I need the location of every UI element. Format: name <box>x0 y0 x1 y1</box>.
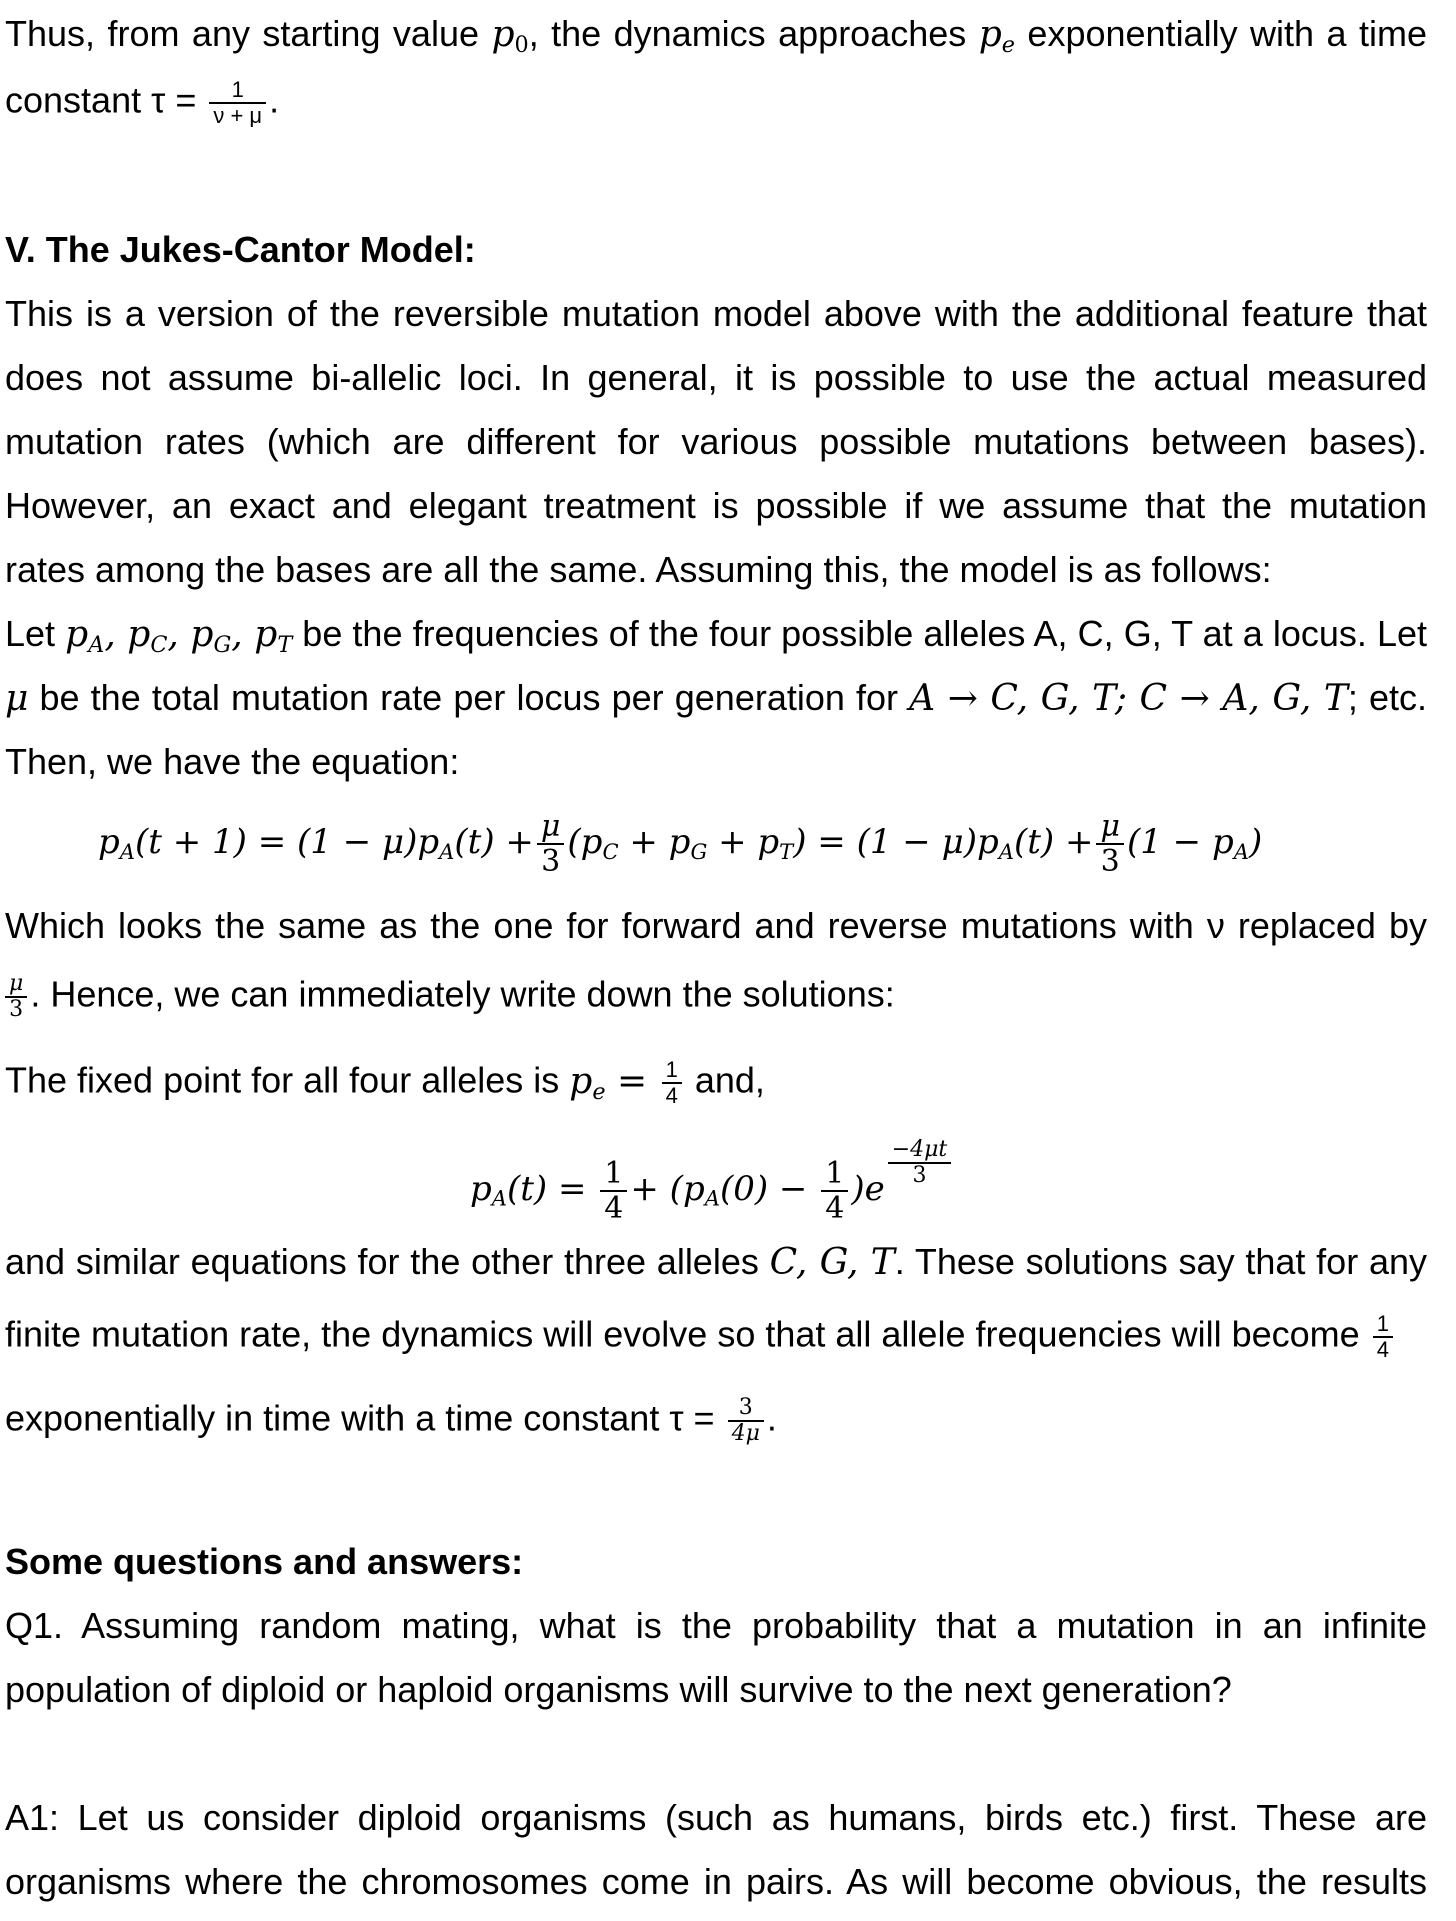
alleles-symbols: C, G, T <box>769 1242 895 1283</box>
p-e-symbol: $p_e$ <box>978 14 1015 59</box>
paragraph-line: does not assume bi-allelic loci. In general, it is possible to use the actual measured <box>5 357 1427 398</box>
text: exponentially in time with a time constant τ = <box>5 1397 725 1439</box>
paragraph-line <box>5 972 1427 1022</box>
paragraph-line: mutation rates (which are different for various possible mutations between bases). <box>5 421 1427 462</box>
answer-line: organisms where the chromosomes come in pairs. As will become obvious, the results <box>5 1861 1427 1902</box>
paragraph-line: Which looks the same as the one for forward and reverse mutations with ν replaced by <box>5 905 1427 946</box>
question-line: Q1. Assuming random mating, what is the probability that a mutation in an infinite <box>5 1605 1427 1646</box>
section-heading: V. The Jukes-Cantor Model: <box>5 229 476 270</box>
text: Let <box>5 613 66 654</box>
intro-line-1 <box>5 12 1427 67</box>
qa-heading: Some questions and answers: <box>5 1541 524 1582</box>
paragraph-line <box>5 676 1427 721</box>
fixed-point-eq: $p_e$ = <box>569 1060 659 1105</box>
mu-over-three: $\frac{\mu}{3}$ <box>5 972 27 1022</box>
text: be the total mutation rate per locus per generation for <box>28 677 910 718</box>
paragraph-line: This is a version of the reversible mutation model above with the additional feature that <box>5 293 1427 334</box>
answer-line: A1: Let us consider diploid organisms (such as humans, birds etc.) first. These are <box>5 1797 1427 1838</box>
paragraph-line: However, an exact and elegant treatment is possible if we assume that the mutation <box>5 485 1427 526</box>
text: exponentially with a time <box>1014 13 1427 54</box>
text: . Hence, we can immediately write down the solutions: <box>30 973 895 1015</box>
paragraph-line <box>5 1058 1427 1114</box>
text: constant τ = <box>5 79 207 121</box>
paragraph-line <box>5 612 1427 667</box>
text: be the frequencies of the four possible alleles A, C, G, T at a locus. Let <box>292 613 1427 654</box>
frequencies-symbols: $p_A$, $p_C$, $p_G$, $p_T$ <box>65 614 293 659</box>
question-line: population of diploid or haploid organisms will survive to the next generation? <box>5 1669 1232 1710</box>
text: , the dynamics approaches <box>528 13 979 54</box>
text: The fixed point for all four alleles is <box>5 1059 570 1101</box>
mutation-notation: A → C, G, T; C → A, G, T <box>909 678 1348 719</box>
paragraph-line: Then, we have the equation: <box>5 741 460 782</box>
one-quarter: $\frac{1}{4}$ <box>1373 1312 1393 1362</box>
text: and similar equations for the other three alleles <box>5 1241 770 1282</box>
tau-fraction: $\frac{1}{\nu + \mu}$ <box>209 78 266 128</box>
paragraph-line: rates among the bases are all the same. Assuming this, the model is as follows: <box>5 549 1272 590</box>
text: ; etc. <box>1347 677 1427 718</box>
one-quarter: $\frac{1}{4}$ <box>662 1058 682 1108</box>
paragraph-line <box>5 1240 1427 1285</box>
intro-line-2: constant τ = $\frac{1}{\nu + \mu}$ . <box>5 77 280 129</box>
paragraph-line <box>5 1312 1405 1362</box>
mu-symbol: μ <box>5 678 29 719</box>
p-zero-symbol: $p_0$ <box>491 14 529 59</box>
text: . These solutions say that for any <box>894 1241 1427 1282</box>
text: and, <box>684 1059 765 1101</box>
equation-recurrence: $p_A(t + 1) = (1 - \mu)p_A(t)$ + $\frac{\mu}{3}$ $(p_C + p_G + p_T) = (1 - \mu)p_A(t)$ + $\frac{\mu}{3}$ $(1 - p_A)$ <box>98 809 1263 879</box>
three-over-four-mu: $\frac{3}{4\mu}$ <box>728 1396 764 1446</box>
text: Thus, from any starting value <box>5 13 492 54</box>
equation-solution: $p_A(t)$ = $\frac{1}{4}$ + ($p_A(0)$ − $\frac{1}{4}$ )e $\frac{-4\mu t}{3}$ <box>470 1138 1070 1225</box>
paragraph-line: exponentially in time with a time constant τ = $\frac{3}{4\mu}$ . <box>5 1395 777 1447</box>
text: finite mutation rate, the dynamics will evolve so that all allele frequencies will become <box>5 1313 1360 1355</box>
